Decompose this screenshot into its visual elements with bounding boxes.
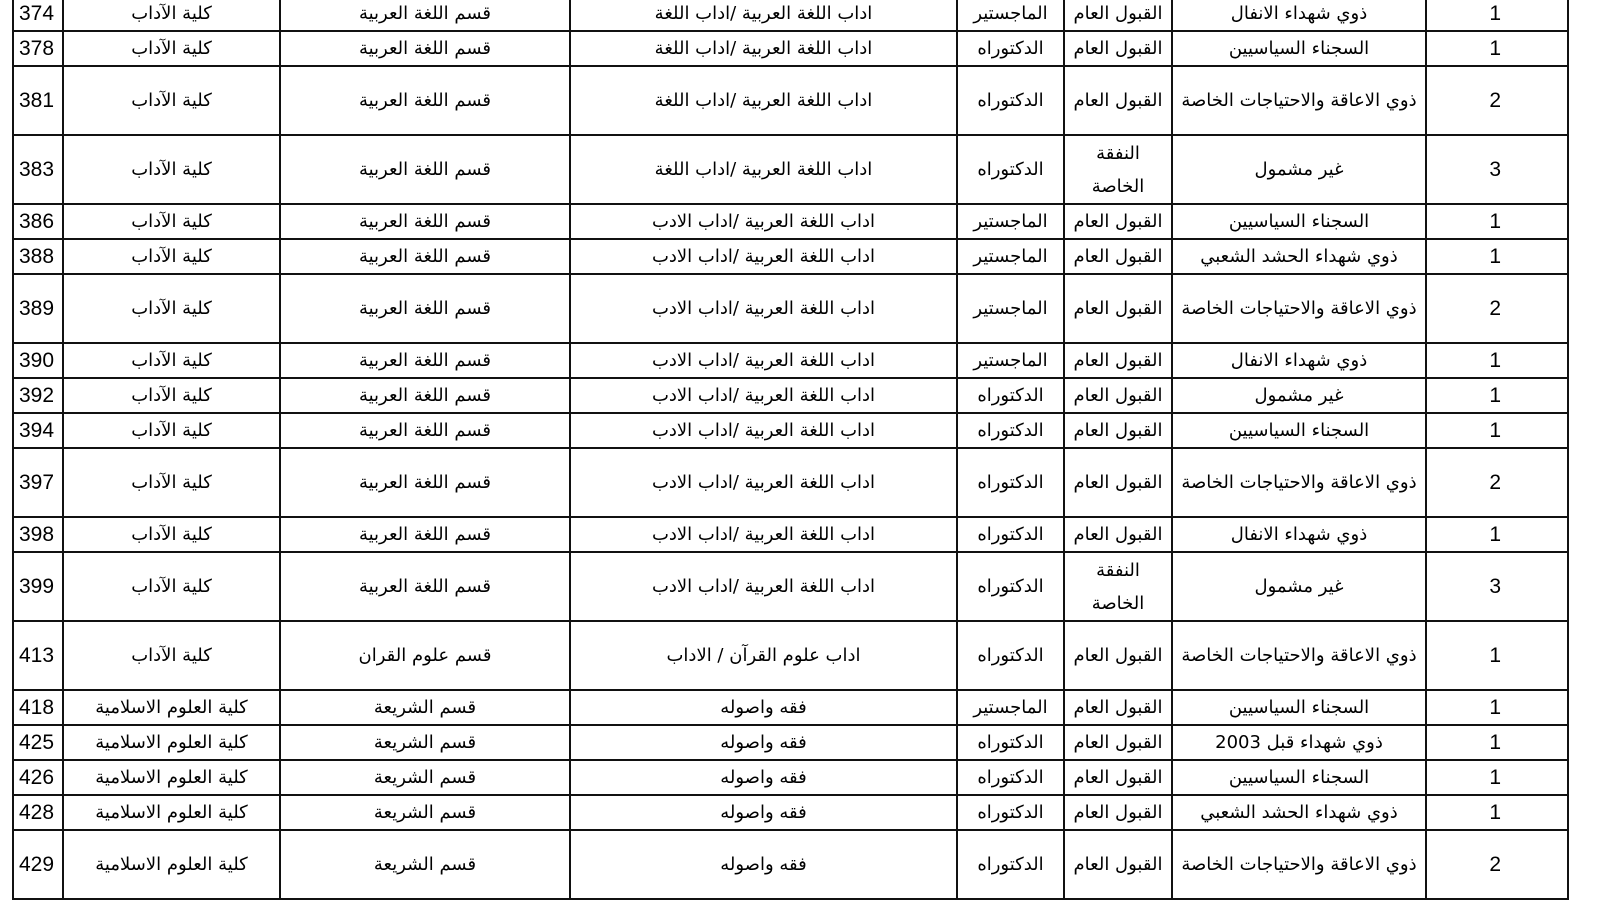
cell-category: السجناء السياسيين [1172, 413, 1426, 448]
cell-specialization: فقه واصوله [570, 725, 957, 760]
cell-department: قسم الشريعة [280, 795, 570, 830]
cell-degree: الماجستير [957, 690, 1064, 725]
cell-admission-type: القبول العام [1064, 725, 1172, 760]
cell-college: كلية الآداب [63, 448, 280, 517]
cell-id: 426 [13, 760, 63, 795]
cell-id: 378 [13, 31, 63, 66]
cell-degree: الدكتوراه [957, 66, 1064, 135]
cell-college: كلية العلوم الاسلامية [63, 830, 280, 899]
cell-count: 1 [1426, 413, 1568, 448]
cell-id: 397 [13, 448, 63, 517]
cell-category: غير مشمول [1172, 135, 1426, 204]
cell-specialization: فقه واصوله [570, 760, 957, 795]
cell-category: ذوي شهداء الانفال [1172, 517, 1426, 552]
cell-category: ذوي الاعاقة والاحتياجات الخاصة [1172, 621, 1426, 690]
cell-count: 1 [1426, 343, 1568, 378]
cell-category: السجناء السياسيين [1172, 690, 1426, 725]
cell-admission-type: القبول العام [1064, 0, 1172, 31]
cell-count: 1 [1426, 760, 1568, 795]
cell-department: قسم الشريعة [280, 830, 570, 899]
cell-count: 1 [1426, 239, 1568, 274]
cell-college: كلية الآداب [63, 204, 280, 239]
cell-department: قسم اللغة العربية [280, 378, 570, 413]
cell-admission-type: النفقة الخاصة [1064, 552, 1172, 621]
cell-college: كلية العلوم الاسلامية [63, 725, 280, 760]
cell-degree: الدكتوراه [957, 795, 1064, 830]
cell-admission-type: القبول العام [1064, 239, 1172, 274]
cell-degree: الماجستير [957, 0, 1064, 31]
cell-admission-type: النفقة الخاصة [1064, 135, 1172, 204]
table-row [13, 552, 1568, 621]
cell-degree: الماجستير [957, 274, 1064, 343]
cell-specialization: اداب علوم القرآن / الاداب [570, 621, 957, 690]
cell-count: 1 [1426, 31, 1568, 66]
cell-id: 425 [13, 725, 63, 760]
cell-category: ذوي الاعاقة والاحتياجات الخاصة [1172, 66, 1426, 135]
cell-id: 428 [13, 795, 63, 830]
cell-specialization: اداب اللغة العربية /اداب اللغة [570, 0, 957, 31]
cell-specialization: اداب اللغة العربية /اداب الادب [570, 204, 957, 239]
table-row [13, 621, 1568, 690]
cell-specialization: اداب اللغة العربية /اداب اللغة [570, 66, 957, 135]
cell-count: 1 [1426, 204, 1568, 239]
cell-admission-type: القبول العام [1064, 274, 1172, 343]
cell-college: كلية الآداب [63, 621, 280, 690]
cell-count: 1 [1426, 378, 1568, 413]
cell-category: السجناء السياسيين [1172, 31, 1426, 66]
cell-category: السجناء السياسيين [1172, 760, 1426, 795]
cell-id: 429 [13, 830, 63, 899]
cell-college: كلية الآداب [63, 0, 280, 31]
cell-degree: الماجستير [957, 343, 1064, 378]
cell-college: كلية الآداب [63, 343, 280, 378]
cell-id: 381 [13, 66, 63, 135]
table-row [13, 690, 1568, 725]
table-row [13, 378, 1568, 413]
cell-department: قسم اللغة العربية [280, 274, 570, 343]
cell-college: كلية الآداب [63, 413, 280, 448]
cell-specialization: اداب اللغة العربية /اداب الادب [570, 239, 957, 274]
cell-id: 418 [13, 690, 63, 725]
cell-id: 389 [13, 274, 63, 343]
cell-admission-type: القبول العام [1064, 830, 1172, 899]
cell-department: قسم اللغة العربية [280, 135, 570, 204]
cell-id: 386 [13, 204, 63, 239]
cell-specialization: اداب اللغة العربية /اداب الادب [570, 413, 957, 448]
cell-admission-type: القبول العام [1064, 66, 1172, 135]
cell-degree: الماجستير [957, 204, 1064, 239]
cell-id: 374 [13, 0, 63, 31]
cell-degree: الماجستير [957, 239, 1064, 274]
cell-count: 1 [1426, 690, 1568, 725]
cell-count: 1 [1426, 621, 1568, 690]
table-row [13, 517, 1568, 552]
cell-college: كلية الآداب [63, 274, 280, 343]
cell-category: غير مشمول [1172, 378, 1426, 413]
cell-department: قسم اللغة العربية [280, 239, 570, 274]
cell-id: 392 [13, 378, 63, 413]
cell-degree: الدكتوراه [957, 448, 1064, 517]
cell-college: كلية الآداب [63, 239, 280, 274]
cell-specialization: فقه واصوله [570, 830, 957, 899]
cell-department: قسم اللغة العربية [280, 31, 570, 66]
cell-count: 1 [1426, 795, 1568, 830]
cell-specialization: اداب اللغة العربية /اداب الادب [570, 448, 957, 517]
cell-admission-type: القبول العام [1064, 448, 1172, 517]
cell-department: قسم اللغة العربية [280, 66, 570, 135]
table-row [13, 0, 1568, 31]
cell-category: ذوي شهداء الانفال [1172, 0, 1426, 31]
table-row [13, 413, 1568, 448]
cell-department: قسم الشريعة [280, 690, 570, 725]
cell-department: قسم علوم القران [280, 621, 570, 690]
cell-department: قسم الشريعة [280, 725, 570, 760]
cell-admission-type: القبول العام [1064, 795, 1172, 830]
cell-college: كلية العلوم الاسلامية [63, 795, 280, 830]
table-body [13, 0, 1568, 899]
cell-college: كلية الآداب [63, 552, 280, 621]
cell-degree: الدكتوراه [957, 517, 1064, 552]
cell-department: قسم الشريعة [280, 760, 570, 795]
cell-count: 2 [1426, 830, 1568, 899]
cell-specialization: اداب اللغة العربية /اداب الادب [570, 517, 957, 552]
table-row [13, 448, 1568, 517]
cell-admission-type: القبول العام [1064, 31, 1172, 66]
cell-college: كلية الآداب [63, 378, 280, 413]
cell-degree: الدكتوراه [957, 31, 1064, 66]
cell-count: 2 [1426, 274, 1568, 343]
cell-degree: الدكتوراه [957, 760, 1064, 795]
cell-count: 2 [1426, 448, 1568, 517]
cell-category: غير مشمول [1172, 552, 1426, 621]
cell-degree: الدكتوراه [957, 413, 1064, 448]
table-row [13, 760, 1568, 795]
cell-department: قسم اللغة العربية [280, 0, 570, 31]
cell-degree: الدكتوراه [957, 552, 1064, 621]
cell-specialization: اداب اللغة العربية /اداب الادب [570, 343, 957, 378]
cell-id: 413 [13, 621, 63, 690]
table-row [13, 239, 1568, 274]
cell-department: قسم اللغة العربية [280, 343, 570, 378]
table-row [13, 31, 1568, 66]
cell-degree: الدكتوراه [957, 830, 1064, 899]
cell-admission-type: القبول العام [1064, 204, 1172, 239]
cell-department: قسم اللغة العربية [280, 448, 570, 517]
cell-degree: الدكتوراه [957, 725, 1064, 760]
cell-id: 398 [13, 517, 63, 552]
cell-admission-type: القبول العام [1064, 621, 1172, 690]
cell-id: 399 [13, 552, 63, 621]
table-row [13, 343, 1568, 378]
cell-admission-type: القبول العام [1064, 378, 1172, 413]
cell-degree: الدكتوراه [957, 621, 1064, 690]
admissions-table [12, 0, 1569, 900]
cell-category: ذوي الاعاقة والاحتياجات الخاصة [1172, 448, 1426, 517]
cell-specialization: اداب اللغة العربية /اداب الادب [570, 274, 957, 343]
cell-count: 2 [1426, 66, 1568, 135]
cell-count: 1 [1426, 517, 1568, 552]
cell-college: كلية العلوم الاسلامية [63, 760, 280, 795]
cell-id: 388 [13, 239, 63, 274]
cell-college: كلية الآداب [63, 517, 280, 552]
cell-id: 390 [13, 343, 63, 378]
cell-specialization: اداب اللغة العربية /اداب اللغة [570, 31, 957, 66]
cell-specialization: اداب اللغة العربية /اداب الادب [570, 378, 957, 413]
cell-id: 383 [13, 135, 63, 204]
cell-college: كلية الآداب [63, 31, 280, 66]
cell-category: ذوي شهداء الانفال [1172, 343, 1426, 378]
cell-specialization: اداب اللغة العربية /اداب الادب [570, 552, 957, 621]
cell-count: 1 [1426, 725, 1568, 760]
table-row [13, 274, 1568, 343]
cell-count: 3 [1426, 552, 1568, 621]
cell-admission-type: القبول العام [1064, 690, 1172, 725]
cell-category: ذوي الاعاقة والاحتياجات الخاصة [1172, 830, 1426, 899]
cell-category: ذوي شهداء الحشد الشعبي [1172, 239, 1426, 274]
cell-count: 3 [1426, 135, 1568, 204]
cell-category: ذوي الاعاقة والاحتياجات الخاصة [1172, 274, 1426, 343]
table-row [13, 204, 1568, 239]
cell-admission-type: القبول العام [1064, 343, 1172, 378]
cell-category: السجناء السياسيين [1172, 204, 1426, 239]
cell-college: كلية الآداب [63, 66, 280, 135]
cell-department: قسم اللغة العربية [280, 517, 570, 552]
cell-college: كلية الآداب [63, 135, 280, 204]
cell-specialization: فقه واصوله [570, 795, 957, 830]
cell-admission-type: القبول العام [1064, 413, 1172, 448]
table-row [13, 66, 1568, 135]
cell-department: قسم اللغة العربية [280, 204, 570, 239]
cell-department: قسم اللغة العربية [280, 552, 570, 621]
cell-specialization: فقه واصوله [570, 690, 957, 725]
cell-admission-type: القبول العام [1064, 517, 1172, 552]
table-row [13, 725, 1568, 760]
table-row [13, 830, 1568, 899]
table-row [13, 795, 1568, 830]
cell-degree: الدكتوراه [957, 378, 1064, 413]
cell-id: 394 [13, 413, 63, 448]
cell-admission-type: القبول العام [1064, 760, 1172, 795]
cell-college: كلية العلوم الاسلامية [63, 690, 280, 725]
cell-count: 1 [1426, 0, 1568, 31]
cell-category: ذوي شهداء قبل 2003 [1172, 725, 1426, 760]
cell-degree: الدكتوراه [957, 135, 1064, 204]
table-row [13, 135, 1568, 204]
cell-specialization: اداب اللغة العربية /اداب اللغة [570, 135, 957, 204]
cell-department: قسم اللغة العربية [280, 413, 570, 448]
cell-category: ذوي شهداء الحشد الشعبي [1172, 795, 1426, 830]
